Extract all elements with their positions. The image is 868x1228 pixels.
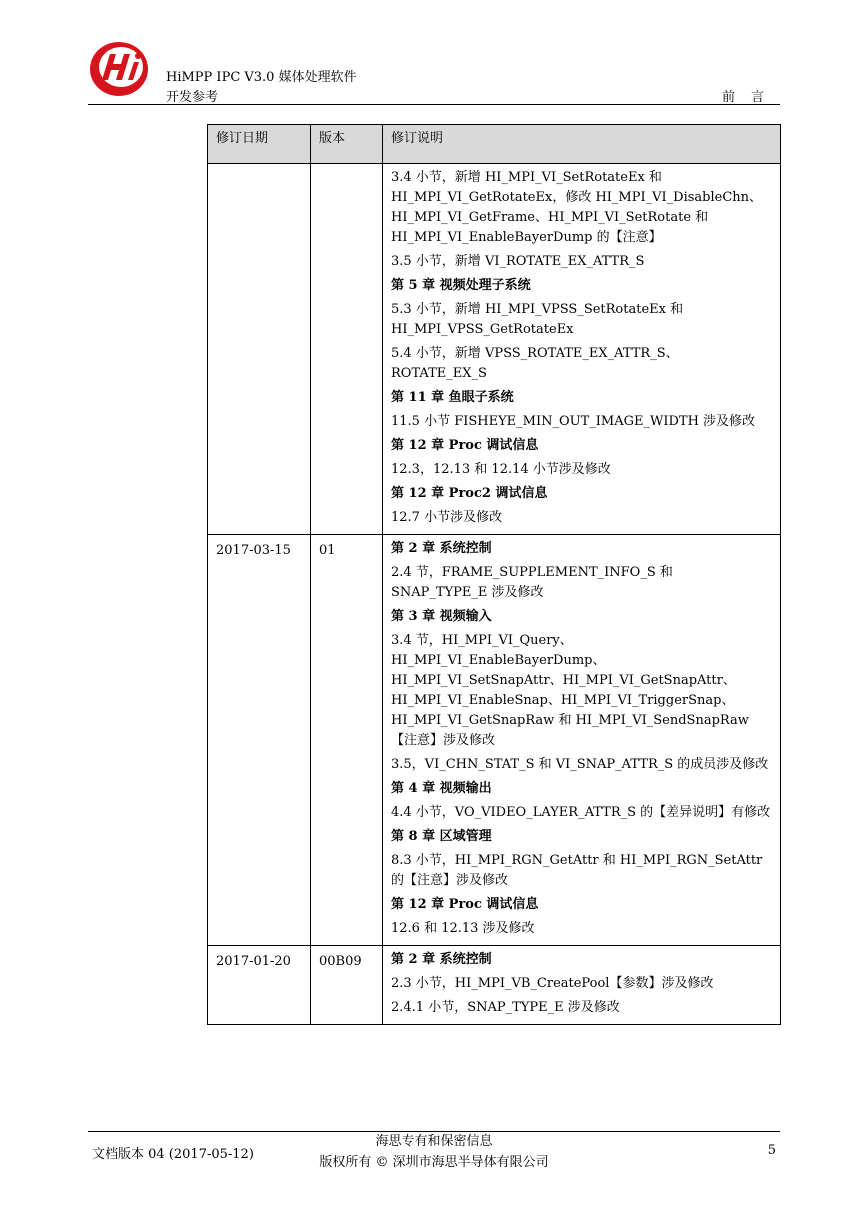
revision-version-cell [311,164,383,535]
revision-description-cell [383,535,781,946]
revision-note: 3.5，VI_CHN_STAT_S 和 VI_SNAP_ATTR_S 的成员涉及修改 [391,757,769,772]
revision-description-cell [383,164,781,535]
table-header-row [208,125,781,164]
hisilicon-logo-icon [88,38,150,100]
revision-date-cell [208,164,311,535]
table-row [208,164,781,535]
column-header-version: 版本 [311,125,383,164]
revision-note: 5.3 小节，新增 HI_MPI_VPSS_SetRotateEx 和 HI_MPI_VPSS_GetRotateEx [391,302,684,337]
chapter-heading: 第 8 章 区域管理 [391,829,492,844]
chapter-heading: 第 2 章 系统控制 [391,541,492,556]
revision-version-cell: 00B09 [311,946,383,1025]
revision-date-cell: 2017-03-15 [208,535,311,946]
chapter-heading: 第 4 章 视频输出 [391,781,492,796]
revision-note: 2.3 小节，HI_MPI_VB_CreatePool【参数】涉及修改 [391,976,714,991]
revision-table-body [208,164,781,1025]
column-header-description: 修订说明 [383,125,781,164]
revision-note: 5.4 小节，新增 VPSS_ROTATE_EX_ATTR_S、ROTATE_EX_S [391,346,679,381]
revision-note: 4.4 小节，VO_VIDEO_LAYER_ATTR_S 的【差异说明】有修改 [391,805,771,820]
header-section: 前言 [721,90,780,105]
chapter-heading: 第 11 章 鱼眼子系统 [391,390,514,405]
chapter-heading: 第 3 章 视频输入 [391,609,492,624]
revision-version-cell: 01 [311,535,383,946]
revision-note: 12.6 和 12.13 涉及修改 [391,921,535,936]
company-logo [88,38,150,100]
chapter-heading: 第 5 章 视频处理子系统 [391,278,531,293]
revision-note: 12.3，12.13 和 12.14 小节涉及修改 [391,462,611,477]
revision-note: 3.4 小节，新增 HI_MPI_VI_SetRotateEx 和 HI_MPI_VI_GetRotateEx，修改 HI_MPI_VI_DisableChn、HI_MPI_VI_GetFrame、HI_MPI_VI_SetRotate 和 HI_MPI_VI_EnableBayerDump 的【注意】 [391,170,763,245]
footer-confidential: 海思专有和保密信息 [375,1134,493,1149]
revision-date-cell: 2017-01-20 [208,946,311,1025]
chapter-heading: 第 2 章 系统控制 [391,952,492,967]
chapter-heading: 第 12 章 Proc 调试信息 [391,897,539,912]
footer-page-number: 5 [767,1143,776,1158]
header-divider [88,104,780,105]
revision-note: 2.4.1 小节，SNAP_TYPE_E 涉及修改 [391,1000,620,1015]
header-product: HiMPP IPC V3.0 媒体处理软件 [166,70,357,85]
revision-note: 8.3 小节，HI_MPI_RGN_GetAttr 和 HI_MPI_RGN_SetAttr 的【注意】涉及修改 [391,853,763,888]
revision-note: 3.4 节，HI_MPI_VI_Query、HI_MPI_VI_EnableBayerDump、HI_MPI_VI_SetSnapAttr、HI_MPI_VI_GetSnapAttr、HI_MPI_VI_EnableSnap、HI_MPI_VI_TriggerSnap、HI_MPI_VI_GetSnapRaw 和 HI_MPI_VI_SendSnapRaw【注意】涉及修改 [391,633,749,748]
revision-table [207,124,781,1025]
column-header-date: 修订日期 [208,125,311,164]
revision-note: 2.4 节，FRAME_SUPPLEMENT_INFO_S 和 SNAP_TYPE_E 涉及修改 [391,565,673,600]
header-doc-type: 开发参考 [166,90,219,105]
table-row [208,946,781,1025]
table-row [208,535,781,946]
footer-copyright: 版权所有 © 深圳市海思半导体有限公司 [319,1155,549,1170]
revision-note: 12.7 小节涉及修改 [391,510,503,525]
revision-description-cell [383,946,781,1025]
chapter-heading: 第 12 章 Proc2 调试信息 [391,486,548,501]
footer-doc-version: 文档版本 04 (2017-05-12) [92,1147,254,1162]
revision-note: 11.5 小节 FISHEYE_MIN_OUT_IMAGE_WIDTH 涉及修改 [391,414,756,429]
revision-note: 3.5 小节，新增 VI_ROTATE_EX_ATTR_S [391,254,645,269]
chapter-heading: 第 12 章 Proc 调试信息 [391,438,539,453]
